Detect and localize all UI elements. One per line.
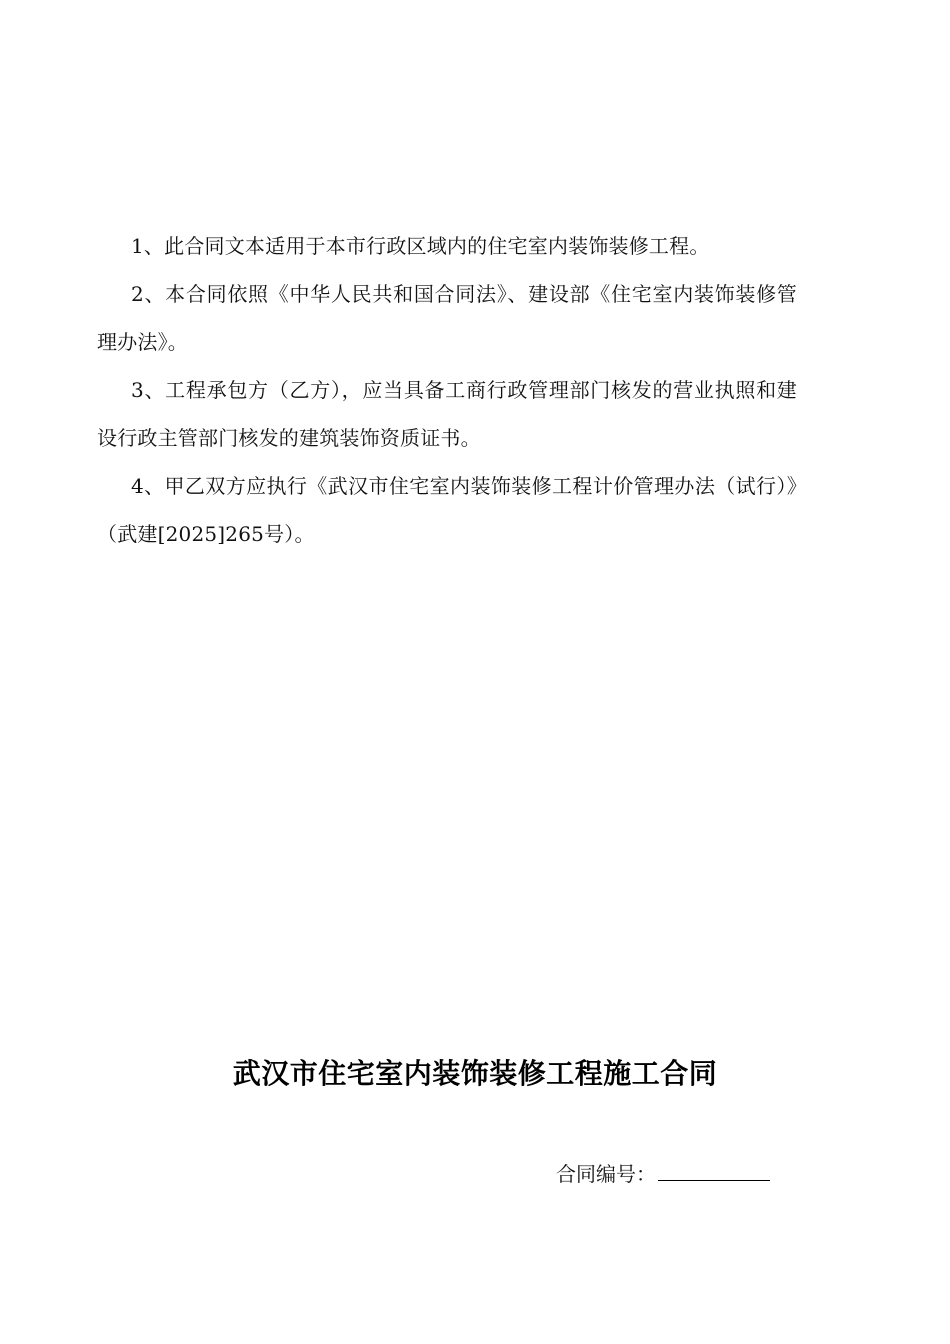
- contract-title: 武汉市住宅室内装饰装修工程施工合同: [232, 1057, 718, 1090]
- usage-notes: [97, 222, 797, 558]
- note-2: 2、本合同依照《中华人民共和国合同法》、建设部《住宅室内装饰装修管理办法》。: [97, 282, 797, 354]
- note-1: 1、此合同文本适用于本市行政区域内的住宅室内装饰装修工程。: [131, 234, 710, 258]
- note-3: 3、工程承包方（乙方），应当具备工商行政管理部门核发的营业执照和建设行政主管部门核发的建筑装饰资质证书。: [97, 378, 797, 450]
- note-4: 4、甲乙双方应执行《武汉市住宅室内装饰装修工程计价管理办法（试行）》（武建[2025]265号）。: [97, 474, 797, 546]
- contract-number-label: 合同编号：: [556, 1162, 656, 1186]
- contract-number: [556, 1156, 770, 1191]
- contract-number-blank[interactable]: [658, 1156, 770, 1181]
